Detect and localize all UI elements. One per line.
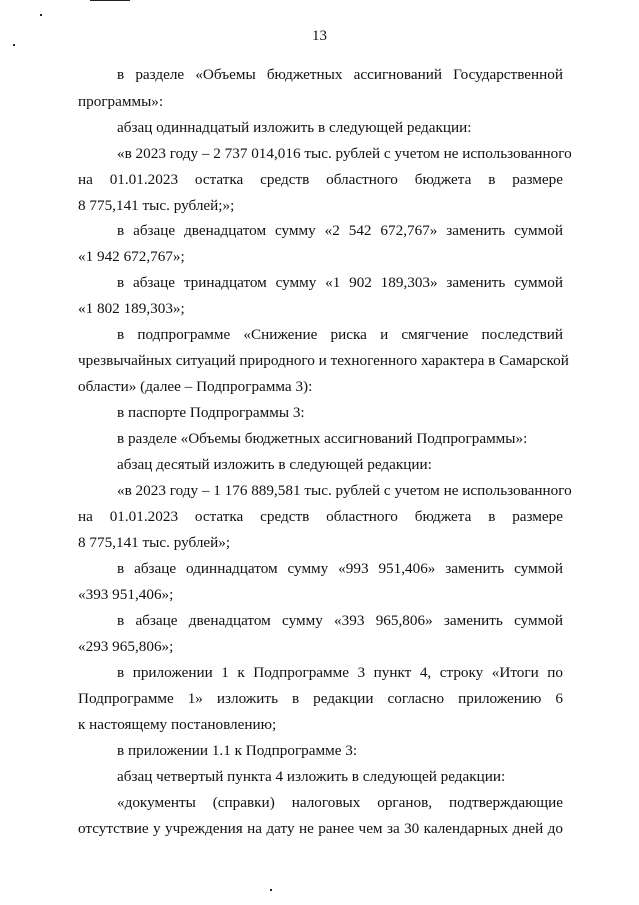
text-line: в разделе «Объемы бюджетных ассигнований Подпрограммы»: bbox=[117, 430, 528, 447]
text-line: в абзаце двенадцатом сумму «2 542 672,767» заменить суммой bbox=[117, 222, 563, 239]
text-line: в приложении 1.1 к Подпрограмме 3: bbox=[117, 742, 358, 759]
text-line: чрезвычайных ситуаций природного и техногенного характера в Самарской bbox=[78, 352, 569, 369]
text-line: отсутствие у учреждения на дату не ранее чем за 30 календарных дней до bbox=[78, 820, 563, 837]
text-line: в подпрограмме «Снижение риска и смягчение последствий bbox=[117, 326, 563, 343]
page-number: 13 bbox=[312, 28, 327, 44]
text-line: «1 802 189,303»; bbox=[78, 300, 185, 317]
text-line: области» (далее – Подпрограмма 3): bbox=[78, 378, 313, 395]
text-line: абзац четвертый пункта 4 изложить в следующей редакции: bbox=[117, 768, 506, 785]
scan-mark bbox=[40, 14, 42, 16]
text-line: абзац одиннадцатый изложить в следующей редакции: bbox=[117, 119, 472, 136]
text-line: «293 965,806»; bbox=[78, 638, 174, 655]
text-line: «документы (справки) налоговых органов, подтверждающие bbox=[117, 794, 563, 811]
text-line: программы»: bbox=[78, 93, 164, 110]
text-line: Подпрограмме 1» изложить в редакции согласно приложению 6 bbox=[78, 690, 563, 707]
text-line: к настоящему постановлению; bbox=[78, 716, 277, 733]
text-line: «1 942 672,767»; bbox=[78, 248, 185, 265]
text-line: на 01.01.2023 остатка средств областного бюджета в размере bbox=[78, 171, 563, 188]
text-line: в паспорте Подпрограммы 3: bbox=[117, 404, 305, 421]
text-line: на 01.01.2023 остатка средств областного бюджета в размере bbox=[78, 508, 563, 525]
text-line: «в 2023 году – 2 737 014,016 тыс. рублей с учетом не использованного bbox=[117, 145, 572, 162]
text-line: в абзаце двенадцатом сумму «393 965,806» заменить суммой bbox=[117, 612, 563, 629]
text-line: «в 2023 году – 1 176 889,581 тыс. рублей с учетом не использованного bbox=[117, 482, 572, 499]
text-line: в приложении 1 к Подпрограмме 3 пункт 4, строку «Итоги по bbox=[117, 664, 563, 681]
text-line: в абзаце одиннадцатом сумму «993 951,406» заменить суммой bbox=[117, 560, 563, 577]
text-line: абзац десятый изложить в следующей редакции: bbox=[117, 456, 432, 473]
text-line: 8 775,141 тыс. рублей»; bbox=[78, 534, 231, 551]
text-line: в разделе «Объемы бюджетных ассигнований Государственной bbox=[117, 66, 563, 83]
text-line: «393 951,406»; bbox=[78, 586, 174, 603]
text-line: 8 775,141 тыс. рублей;»; bbox=[78, 197, 235, 214]
scan-mark bbox=[90, 0, 130, 1]
text-line: в абзаце тринадцатом сумму «1 902 189,303» заменить суммой bbox=[117, 274, 563, 291]
scan-mark bbox=[270, 889, 272, 891]
